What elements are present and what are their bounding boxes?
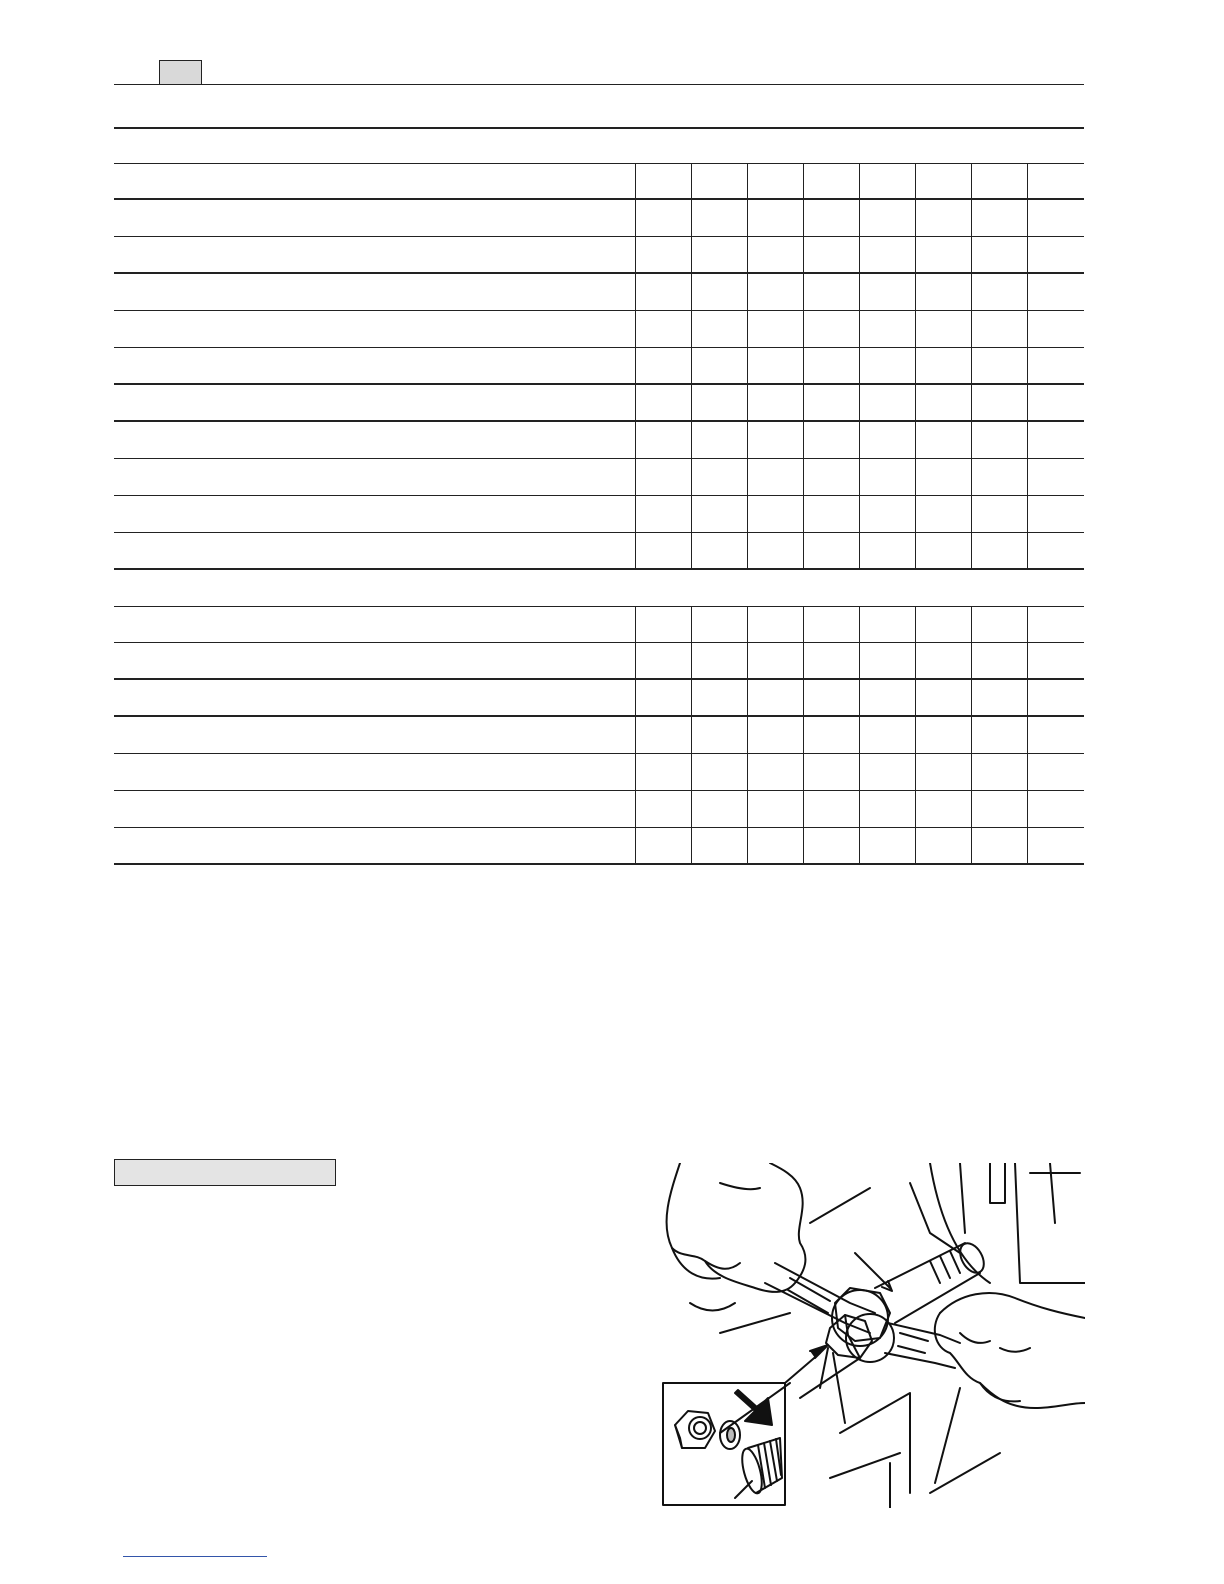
interval-cell [804,754,860,790]
row-label [114,754,636,790]
interval-cell [748,533,804,568]
maintenance-table-2 [114,606,1084,865]
interval-cell [860,828,916,863]
interval-cell [636,607,692,642]
title-rule [114,127,1084,129]
interval-cell [636,422,692,458]
interval-cell [916,385,972,420]
row-label [114,496,636,532]
interval-cell [916,422,972,458]
interval-cell [804,274,860,310]
interval-cell [748,200,804,236]
interval-cell [1028,607,1084,642]
interval-cell [804,385,860,420]
page-number-tab [159,60,202,84]
row-label [114,643,636,678]
interval-cell [748,717,804,753]
table-row [114,422,1084,459]
table-row [114,274,1084,311]
table-row [114,717,1084,754]
interval-cell [1028,533,1084,568]
interval-cell [748,164,804,198]
interval-cell [636,754,692,790]
interval-cell [972,717,1028,753]
interval-cell [804,164,860,198]
interval-cell [804,311,860,347]
table-row [114,791,1084,828]
interval-cell [748,385,804,420]
table-row [114,680,1084,717]
interval-cell [692,348,748,383]
interval-cell [1028,643,1084,678]
table-row [114,496,1084,533]
row-label [114,533,636,568]
table-row [114,606,1084,643]
interval-cell [1028,680,1084,715]
interval-cell [636,791,692,827]
interval-cell [1028,791,1084,827]
interval-cell [748,459,804,495]
interval-cell [972,643,1028,678]
table-row [114,311,1084,348]
interval-cell [636,496,692,532]
interval-cell [1028,717,1084,753]
interval-cell [692,717,748,753]
interval-cell [916,828,972,863]
interval-cell [972,533,1028,568]
table-row [114,348,1084,385]
interval-cell [748,791,804,827]
interval-cell [916,791,972,827]
interval-cell [692,791,748,827]
row-label [114,459,636,495]
interval-cell [1028,459,1084,495]
interval-cell [972,348,1028,383]
interval-cell [748,607,804,642]
row-label [114,385,636,420]
row-label [114,717,636,753]
row-label [114,237,636,272]
table-row [114,828,1084,865]
interval-cell [748,754,804,790]
interval-cell [1028,496,1084,532]
row-label [114,680,636,715]
interval-cell [972,274,1028,310]
interval-cell [692,164,748,198]
interval-cell [692,200,748,236]
table-row [114,643,1084,680]
row-label [114,828,636,863]
interval-cell [860,607,916,642]
interval-cell [972,791,1028,827]
section-heading-box [114,1159,336,1186]
table-row [114,533,1084,570]
interval-cell [860,496,916,532]
interval-cell [1028,237,1084,272]
interval-cell [916,680,972,715]
interval-cell [916,274,972,310]
footer-rule [123,1556,267,1557]
table-row [114,237,1084,274]
interval-cell [636,164,692,198]
interval-cell [692,459,748,495]
interval-cell [636,385,692,420]
interval-cell [692,385,748,420]
interval-cell [860,200,916,236]
interval-cell [972,200,1028,236]
interval-cell [1028,274,1084,310]
interval-cell [748,274,804,310]
interval-cell [636,533,692,568]
interval-cell [804,237,860,272]
interval-cell [860,533,916,568]
interval-cell [972,680,1028,715]
interval-cell [916,237,972,272]
interval-cell [804,791,860,827]
interval-cell [972,607,1028,642]
interval-cell [636,311,692,347]
interval-cell [692,680,748,715]
interval-cell [804,200,860,236]
interval-cell [748,496,804,532]
interval-cell [804,348,860,383]
interval-cell [860,717,916,753]
interval-cell [636,643,692,678]
interval-cell [972,496,1028,532]
interval-cell [636,200,692,236]
interval-cell [748,680,804,715]
interval-cell [916,754,972,790]
interval-cell [916,311,972,347]
interval-cell [916,496,972,532]
interval-cell [916,533,972,568]
interval-cell [972,459,1028,495]
interval-cell [1028,385,1084,420]
row-label [114,274,636,310]
interval-cell [804,533,860,568]
interval-cell [1028,754,1084,790]
interval-cell [804,459,860,495]
interval-cell [804,717,860,753]
interval-cell [860,237,916,272]
interval-cell [860,274,916,310]
interval-cell [692,754,748,790]
interval-cell [1028,348,1084,383]
row-label [114,164,636,198]
interval-cell [860,643,916,678]
interval-cell [916,459,972,495]
table-row [114,200,1084,237]
interval-cell [748,348,804,383]
interval-cell [636,828,692,863]
interval-cell [804,422,860,458]
interval-cell [692,643,748,678]
row-label [114,348,636,383]
interval-cell [860,754,916,790]
interval-cell [972,385,1028,420]
interval-cell [748,422,804,458]
interval-cell [636,717,692,753]
interval-cell [636,237,692,272]
interval-cell [972,164,1028,198]
interval-cell [692,237,748,272]
interval-cell [972,422,1028,458]
interval-cell [972,754,1028,790]
interval-cell [636,274,692,310]
interval-cell [1028,422,1084,458]
interval-cell [636,680,692,715]
maintenance-table-1 [114,163,1084,570]
interval-cell [804,680,860,715]
table-row [114,163,1084,200]
interval-cell [748,237,804,272]
interval-cell [916,717,972,753]
interval-cell [748,643,804,678]
interval-cell [804,607,860,642]
interval-cell [692,274,748,310]
interval-cell [972,237,1028,272]
interval-cell [692,422,748,458]
interval-cell [692,311,748,347]
interval-cell [748,828,804,863]
interval-cell [1028,164,1084,198]
interval-cell [860,422,916,458]
interval-cell [860,348,916,383]
wrench-illustration [660,1163,1085,1508]
interval-cell [972,311,1028,347]
row-label [114,607,636,642]
interval-cell [860,311,916,347]
interval-cell [692,607,748,642]
interval-cell [860,791,916,827]
interval-cell [1028,200,1084,236]
interval-cell [916,643,972,678]
table-row [114,385,1084,422]
interval-cell [972,828,1028,863]
interval-cell [636,348,692,383]
interval-cell [860,680,916,715]
interval-cell [860,385,916,420]
interval-cell [692,828,748,863]
table-row [114,754,1084,791]
table-row [114,459,1084,496]
interval-cell [860,459,916,495]
interval-cell [804,496,860,532]
row-label [114,311,636,347]
header-rule [114,84,1084,85]
interval-cell [916,607,972,642]
interval-cell [916,200,972,236]
interval-cell [804,643,860,678]
row-label [114,791,636,827]
interval-cell [692,496,748,532]
row-label [114,422,636,458]
interval-cell [1028,311,1084,347]
interval-cell [692,533,748,568]
interval-cell [636,459,692,495]
interval-cell [748,311,804,347]
interval-cell [916,164,972,198]
interval-cell [860,164,916,198]
interval-cell [916,348,972,383]
interval-cell [804,828,860,863]
interval-cell [1028,828,1084,863]
row-label [114,200,636,236]
